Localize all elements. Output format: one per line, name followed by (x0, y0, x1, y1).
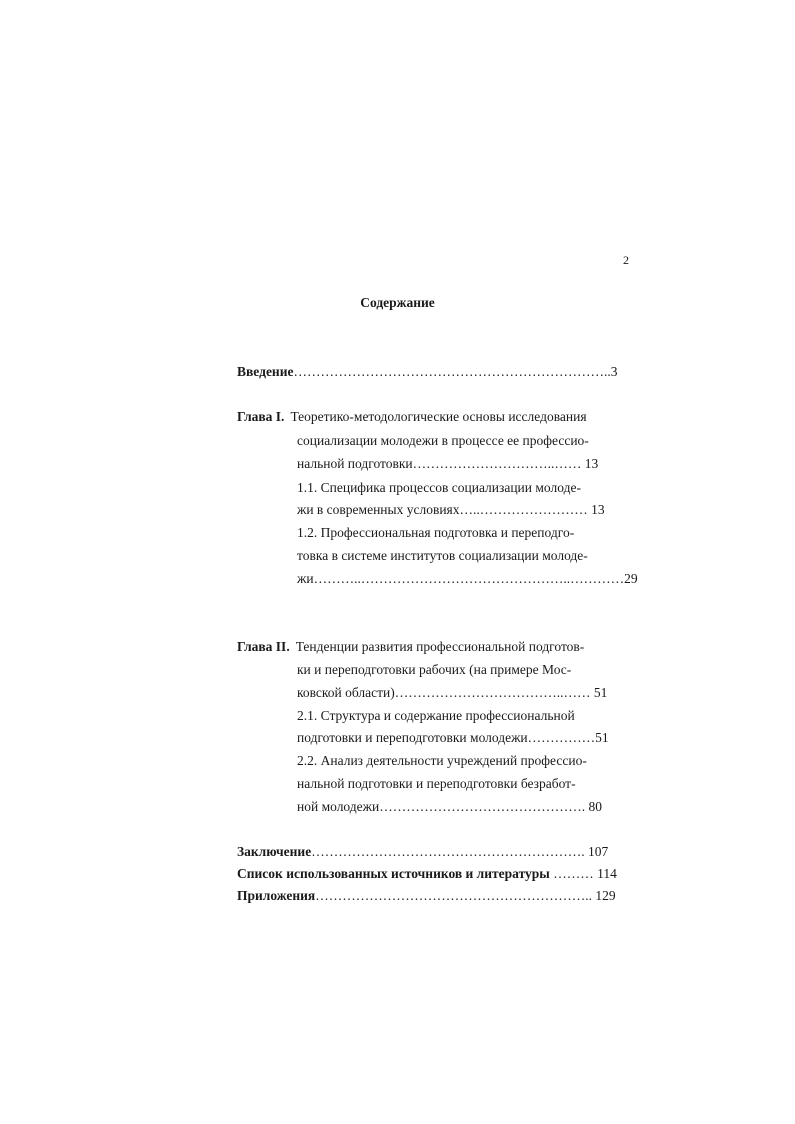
toc-entry-conclusion[interactable] (237, 842, 608, 862)
toc-text: ковской области) (297, 685, 395, 700)
toc-entry-section-2-2[interactable]: 2.2. Анализ деятельности учреждений профессио- (297, 753, 587, 768)
toc-text-line (297, 728, 609, 748)
toc-text-line (297, 683, 607, 703)
toc-entry-section-2-1[interactable]: 2.1. Структура и содержание профессиональной (297, 708, 575, 723)
toc-title: Содержание (360, 295, 435, 310)
toc-dots: ………………………………………. (379, 799, 586, 814)
toc-text-line (297, 454, 598, 474)
toc-entry-chapter2[interactable] (237, 637, 584, 657)
toc-label: Список использованных источников и литературы (237, 866, 550, 881)
toc-page: 114 (597, 866, 617, 881)
toc-label: Заключение (237, 844, 312, 859)
toc-dots: ……………………………………………………. (311, 844, 585, 859)
toc-text-line: социализации молодежи в процессе ее профессио- (297, 433, 589, 448)
toc-text-line (297, 797, 602, 817)
toc-dots: ………………………………..…… (394, 685, 591, 700)
toc-text: жи в современных условиях (297, 502, 460, 517)
toc-entry-chapter1[interactable] (237, 407, 587, 427)
toc-label: Приложения (237, 888, 316, 903)
toc-dots: …………… (527, 730, 596, 745)
toc-text: ной молодежи (297, 799, 380, 814)
toc-page: 13 (584, 456, 599, 471)
toc-page: 129 (595, 888, 616, 903)
toc-text: жи (297, 571, 314, 586)
toc-page: 107 (587, 844, 609, 859)
toc-text: нальной подготовки (297, 456, 413, 471)
chapter-label: Глава II. (237, 639, 290, 654)
toc-text: Теоретико-методологические основы исследования (290, 409, 587, 424)
toc-entry-intro[interactable] (237, 362, 617, 382)
toc-page: 29 (624, 571, 638, 586)
toc-dots: ……… (553, 866, 594, 881)
chapter-label: Глава I. (237, 409, 285, 424)
toc-page: 3 (610, 364, 618, 379)
toc-label: Введение (237, 364, 294, 379)
toc-page: 51 (593, 685, 608, 700)
toc-dots: …………………………..…… (412, 456, 582, 471)
toc-text: подготовки и переподготовки молодежи (297, 730, 528, 745)
toc-text-line: нальной подготовки и переподготовки безработ- (297, 776, 576, 791)
toc-dots: …..…………………… (459, 502, 588, 517)
toc-text-line: товка в системе институтов социализации молоде- (297, 548, 588, 563)
toc-page: 80 (588, 799, 602, 814)
toc-entry-appendix[interactable] (237, 886, 616, 906)
toc-dots: ………..………………………………………..………… (313, 571, 625, 586)
toc-entry-sources[interactable] (237, 864, 617, 884)
toc-text-line (297, 569, 638, 589)
toc-text-line: ки и переподготовки рабочих (на примере Мос- (297, 662, 572, 677)
toc-text-line (297, 500, 605, 520)
toc-dots: …………………………………………………….. (315, 888, 592, 903)
toc-entry-section-1-2[interactable]: 1.2. Профессиональная подготовка и переподго- (297, 525, 575, 540)
page-number: 2 (623, 253, 629, 267)
toc-dots: …………………………………………………………….. (293, 364, 611, 379)
toc-page: 13 (591, 502, 605, 517)
toc-page: 51 (595, 730, 609, 745)
toc-entry-section-1-1[interactable]: 1.1. Специфика процессов социализации молоде- (297, 480, 581, 495)
toc-text: Тенденции развития профессиональной подготов- (295, 639, 585, 654)
